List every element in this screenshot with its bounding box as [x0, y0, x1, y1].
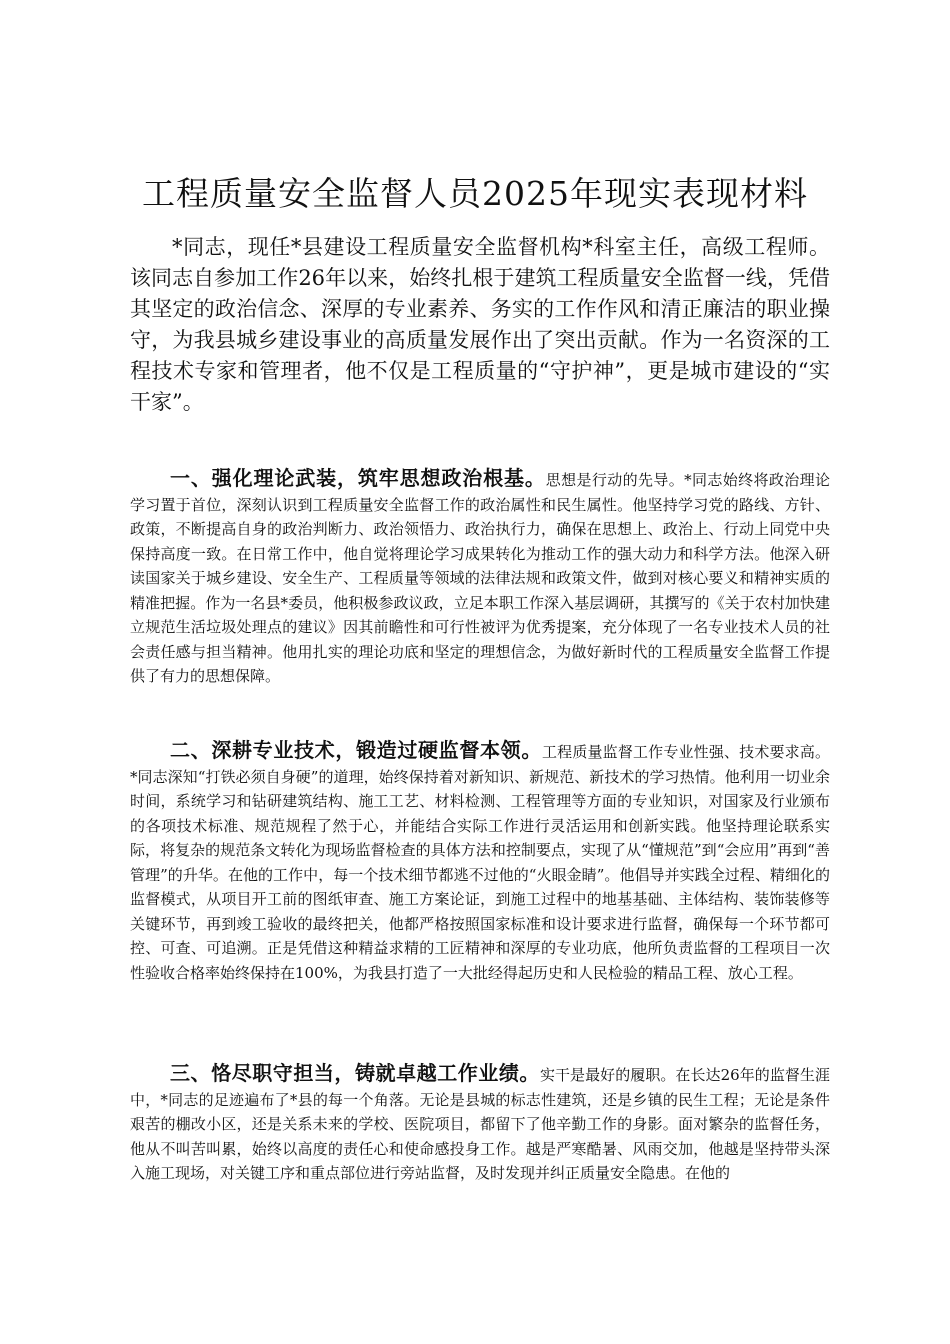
section-2-heading: 二、深耕专业技术，锻造过硬监督本领。 — [170, 738, 542, 762]
section-3-heading: 三、恪尽职守担当，铸就卓越工作业绩。 — [170, 1061, 540, 1085]
section-1-heading: 一、强化理论武装，筑牢思想政治根基。 — [170, 466, 546, 490]
section-3-body: 实干是最好的履职。在长达26年的监督生涯中，*同志的足迹遍布了*县的每一个角落。无论是县城的标志性建筑，还是乡镇的民生工程；无论是条件艰苦的棚改小区，还是关系未来的学校、医院项目，都留下了他辛勤工作的身影。面对繁杂的监督任务，他从不叫苦叫累，始终以高度的责任心和使命感投身工作。越是严寒酷暑、风雨交加，他越是坚持带头深入施工现场，对关键工序和重点部位进行旁站监督，及时发现并纠正质量安全隐患。在他的 — [130, 1066, 830, 1182]
section-1-body: 思想是行动的先导。*同志始终将政治理论学习置于首位，深刻认识到工程质量安全监督工作的政治属性和民生属性。他坚持学习党的路线、方针、政策，不断提高自身的政治判断力、政治领悟力、政治执行力，确保在思想上、政治上、行动上同党中央保持高度一致。在日常工作中，他自觉将理论学习成果转化为推动工作的强大动力和科学方法。他深入研读国家关于城乡建设、安全生产、工程质量等领域的法律法规和政策文件，做到对核心要义和精神实质的精准把握。作为一名县*委员，他积极参政议政，立足本职工作深入基层调研，其撰写的《关于农村加快建立规范生活垃圾处理点的建议》因其前瞻性和可行性被评为优秀提案，充分体现了一名专业技术人员的社会责任感与担当精神。他用扎实的理论功底和坚定的理想信念，为做好新时代的工程质量安全监督工作提供了有力的思想保障。 — [130, 471, 830, 685]
intro-paragraph: *同志，现任*县建设工程质量安全监督机构*科室主任，高级工程师。该同志自参加工作26年以来，始终扎根于建筑工程质量安全监督一线，凭借其坚定的政治信念、深厚的专业素养、务实的工作作风和清正廉洁的职业操守，为我县城乡建设事业的高质量发展作出了突出贡献。作为一名资深的工程技术专家和管理者，他不仅是工程质量的“守护神”，更是城市建设的“实干家”。 — [130, 235, 830, 414]
section-2-body: 工程质量监督工作专业性强、技术要求高。*同志深知“打铁必须自身硬”的道理，始终保持着对新知识、新规范、新技术的学习热情。他利用一切业余时间，系统学习和钻研建筑结构、施工工艺、材料检测、工程管理等方面的专业知识，对国家及行业颁布的各项技术标准、规范规程了然于心，并能结合实际工作进行灵活运用和创新实践。他坚持理论联系实际，将复杂的规范条文转化为现场监督检查的具体方法和控制要点，实现了从“懂规范”到“会应用”再到“善管理”的升华。在他的工作中，每一个技术细节都逃不过他的“火眼金睛”。他倡导并实践全过程、精细化的监督模式，从项目开工前的图纸审查、施工方案论证，到施工过程中的地基基础、主体结构、装饰装修等关键环节，再到竣工验收的最终把关，他都严格按照国家标准和设计要求进行监督，确保每一个环节都可控、可查、可追溯。正是凭借这种精益求精的工匠精神和深厚的专业功底，他所负责监督的工程项目一次性验收合格率始终保持在100%，为我县打造了一大批经得起历史和人民检验的精品工程、放心工程。 — [130, 743, 830, 982]
section-3-paragraph — [130, 1061, 830, 1186]
document-title: 工程质量安全监督人员2025年现实表现材料 — [142, 174, 808, 213]
section-1-paragraph — [130, 466, 830, 689]
section-2-paragraph — [130, 738, 830, 985]
